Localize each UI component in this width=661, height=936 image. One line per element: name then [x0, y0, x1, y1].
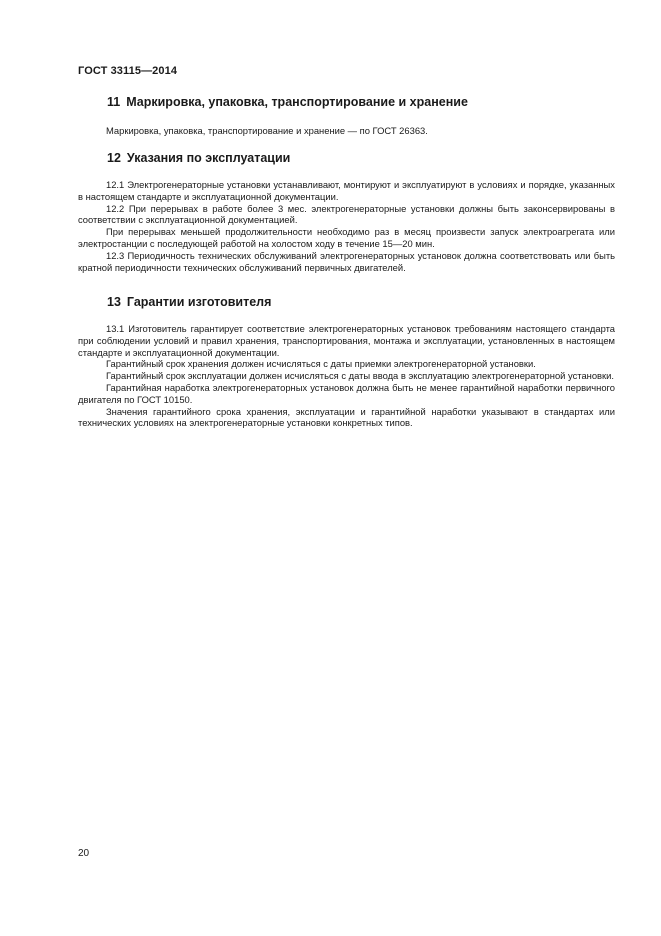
section-number: 13	[107, 295, 121, 309]
section-11-heading	[107, 95, 468, 109]
paragraph: 12.1 Электрогенераторные установки устанавливают, монтируют и эксплуатируют в условиях и порядке, указанных в настоящем стандарте и эксплуатационной документации.	[78, 179, 615, 202]
section-number: 12	[107, 151, 121, 165]
section-13-heading	[107, 295, 271, 309]
paragraph: Гарантийный срок эксплуатации должен исчисляться с даты ввода в эксплуатацию электрогенераторной установки.	[106, 370, 614, 382]
paragraph: Значения гарантийного срока хранения, эксплуатации и гарантийной наработки указывают в стандартах или технических условиях на электрогенераторные установки конкретных типов.	[78, 405, 615, 429]
section-11-body	[78, 125, 615, 137]
standard-header: ГОСТ 33115—2014	[78, 65, 178, 77]
paragraph: При перерывах меньшей продолжительности необходимо раз в месяц произвести запуск электроагрегата или электростанции с последующей работой на холостом ходу в течение 15—20 мин.	[78, 226, 615, 249]
section-title: Маркировка, упаковка, транспортирование и хранение	[126, 95, 468, 109]
paragraph: 12.3 Периодичность технических обслуживаний электрогенераторных установок должна соответствовать или быть кратной периодичности технических обслуживаний первичных двигателей.	[78, 249, 615, 273]
section-title: Указания по эксплуатации	[126, 151, 291, 165]
section-title: Гарантии изготовителя	[126, 295, 272, 309]
paragraph: 13.1 Изготовитель гарантирует соответствие электрогенераторных установок требованиям настоящего стандарта при соблюдении условий и правил хранения, транспортирования, монтажа и эксплуатации, установленных в настоящем стандарте и эксплуатационной документации.	[78, 323, 615, 358]
page-number: 20	[78, 848, 90, 859]
section-12-heading	[107, 151, 290, 165]
paragraph: Маркировка, упаковка, транспортирование и хранение — по ГОСТ 26363.	[106, 125, 428, 136]
paragraph: 12.2 При перерывах в работе более 3 мес. электрогенераторные установки должны быть законсервированы в соответствии с эксплуатационной документацией.	[78, 202, 615, 226]
section-12-body	[78, 179, 615, 273]
paragraph: Гарантийный срок хранения должен исчисляться с даты приемки электрогенераторной установки.	[106, 358, 536, 370]
section-13-body	[78, 323, 615, 429]
section-number: 11	[107, 95, 121, 109]
paragraph: Гарантийная наработка электрогенераторных установок должна быть не менее гарантийной наработки первичного двигателя по ГОСТ 10150.	[78, 381, 615, 405]
